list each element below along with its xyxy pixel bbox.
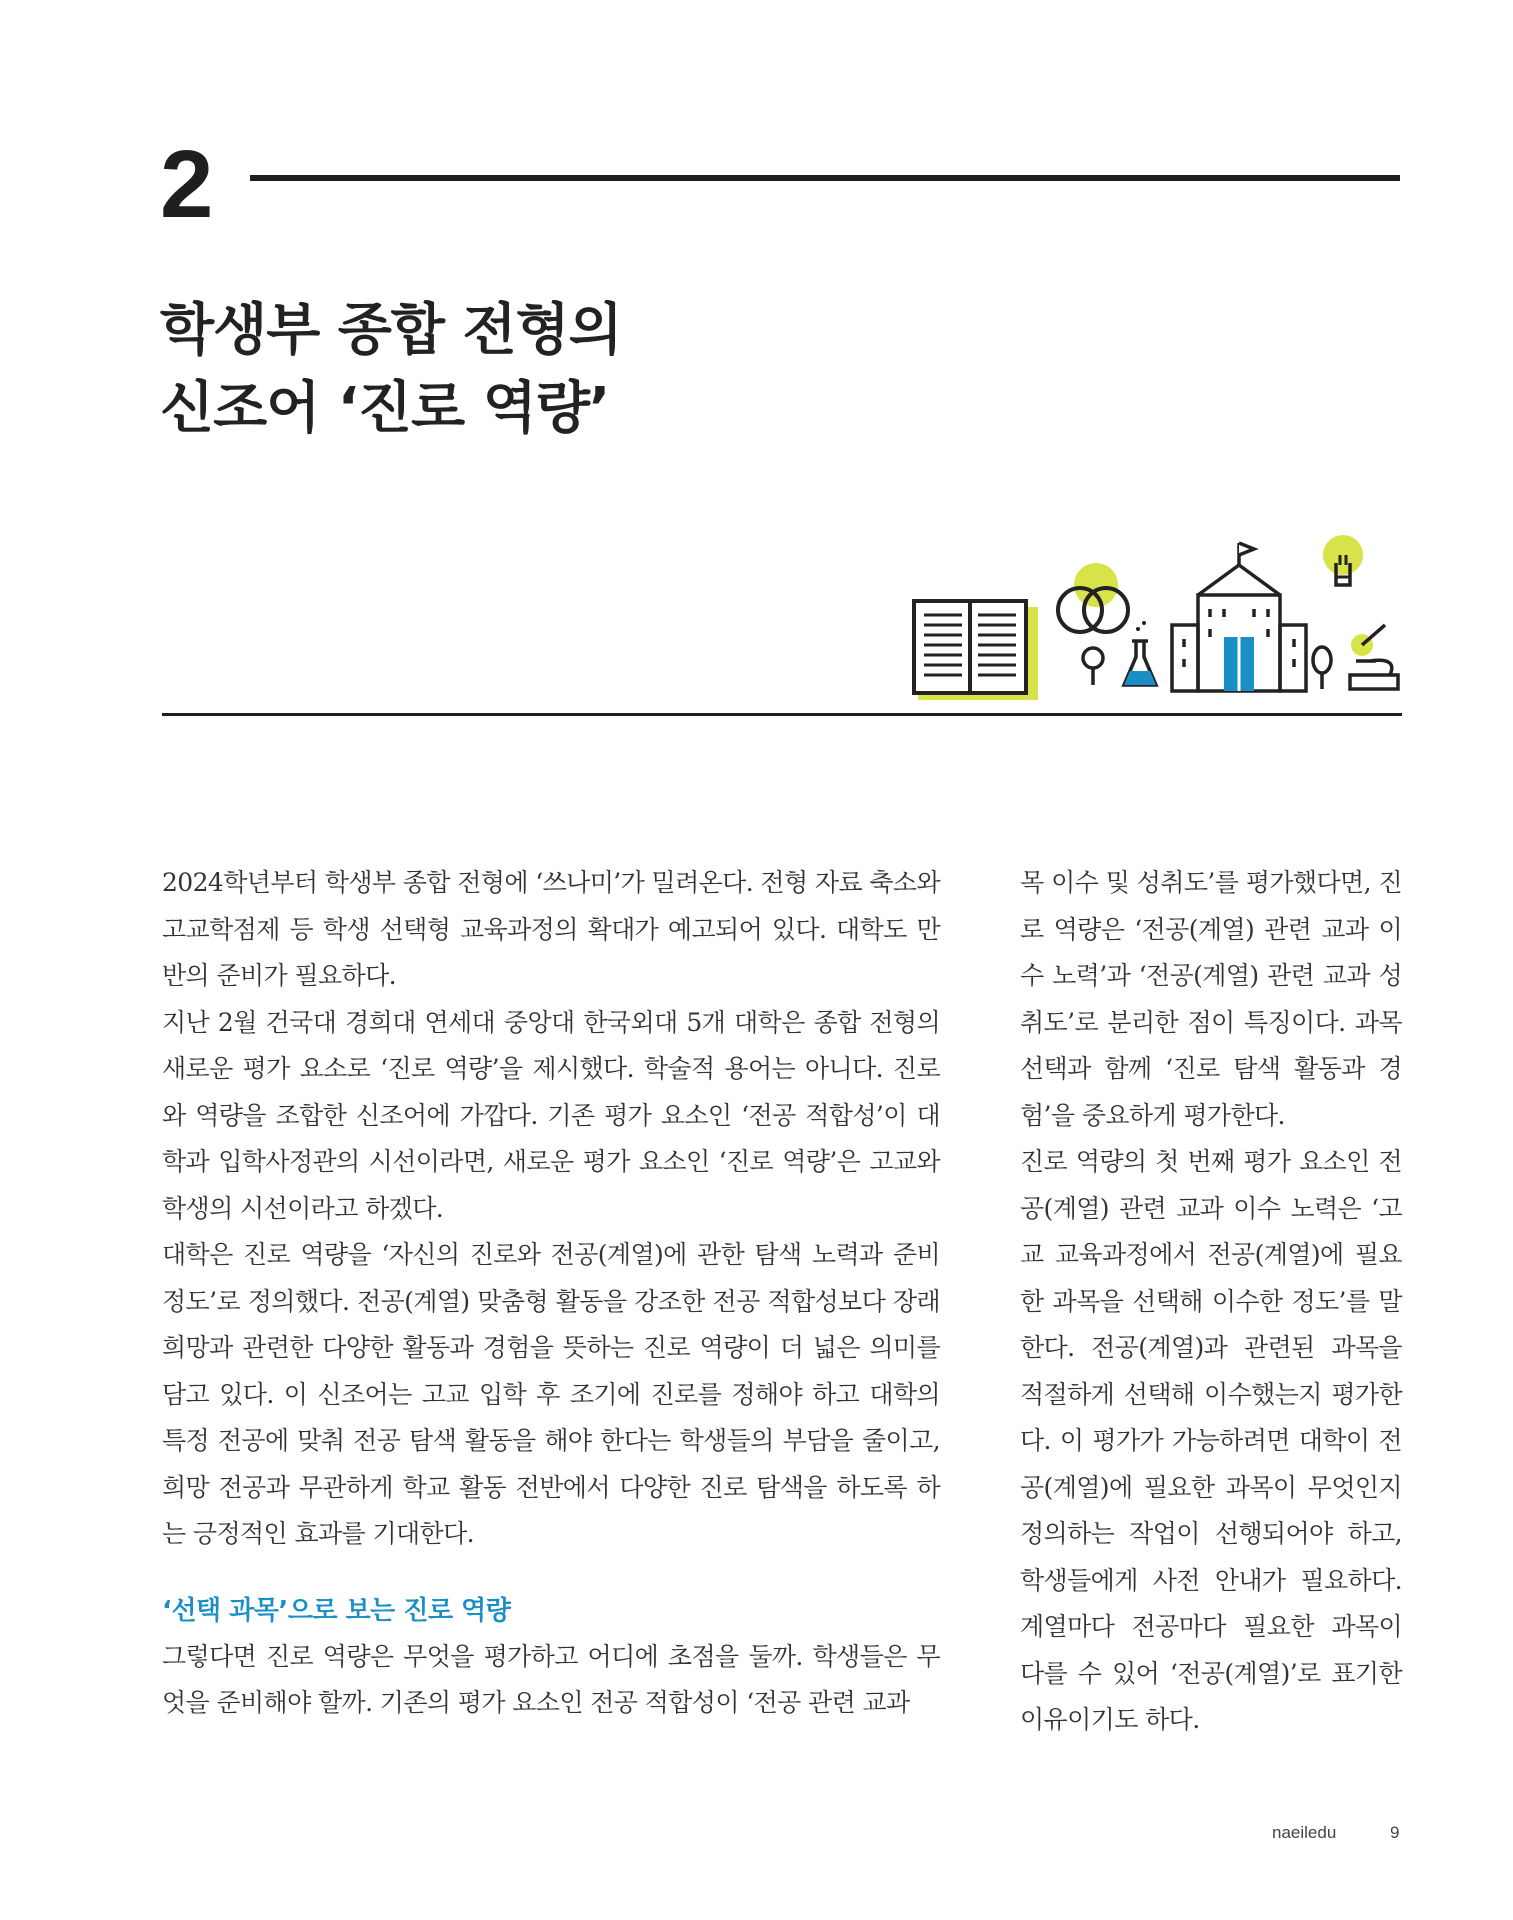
body-paragraph: 그렇다면 진로 역량은 무엇을 평가하고 어디에 초점을 둘까. 학생들은 무엇을 준비해야 할까. 기존의 평가 요소인 전공 적합성이 ‘전공 관련 교과	[162, 1641, 940, 1717]
footer-brand: naeiledu	[1272, 1823, 1337, 1842]
page-title-line-2: 신조어 ‘진로 역량’	[160, 376, 610, 441]
lightbulb-icon	[1323, 535, 1363, 585]
tree-icon	[1313, 647, 1331, 689]
body-paragraph: 진로 역량의 첫 번째 평가 요소인 전공(계열) 관련 교과 이수 노력은 ‘고교 교육과정에서 전공(계열)에 필요한 과목을 선택해 이수한 정도’를 말한다. 전공(계열)과 관련된 과목을 적절하게 선택해 이수했는지 평가한다. 이 평가가 가능하려면 대학이 전공(계열)에 필요한 과목이 무엇인지 정의하는 작업이 선행되어야 하고, 학생들에게 사전 안내가 필요하다. 계열마다 전공마다 필요한 과목이 다를 수 있어 ‘전공(계열)’로 표기한 이유이기도 하다.	[1020, 1147, 1402, 1734]
flask-icon	[1124, 621, 1156, 685]
venn-diagram-icon	[1058, 563, 1128, 632]
tree-icon	[1083, 648, 1103, 685]
page-number: 9	[1390, 1823, 1400, 1842]
body-paragraph: 지난 2월 건국대 경희대 연세대 중앙대 한국외대 5개 대학은 종합 전형의 새로운 평가 요소로 ‘진로 역량’을 제시했다. 학술적 용어는 아니다. 진로와 역량을 조합한 신조어에 가깝다. 기존 평가 요소인 ‘전공 적합성’이 대학과 입학사정관의 시선이라면, 새로운 평가 요소인 ‘진로 역량’은 고교와 학생의 시선이라고 하겠다.	[162, 1007, 940, 1223]
education-illustration	[910, 525, 1410, 700]
left-column	[162, 860, 940, 1727]
section-divider	[162, 713, 1402, 716]
section-subheading: ‘선택 과목’으로 보는 진로 역량	[162, 1595, 511, 1626]
body-paragraph: 2024학년부터 학생부 종합 전형에 ‘쓰나미’가 밀려온다. 전형 자료 축소와 고교학점제 등 학생 선택형 교육과정의 확대가 예고되어 있다. 대학도 만반의 준비가 필요하다.	[162, 868, 940, 990]
microscope-icon	[1350, 625, 1398, 689]
top-divider	[250, 175, 1400, 181]
body-paragraph: 대학은 진로 역량을 ‘자신의 진로와 전공(계열)에 관한 탐색 노력과 준비 정도’로 정의했다. 전공(계열) 맞춤형 활동을 강조한 전공 적합성보다 장래 희망과 관련한 다양한 활동과 경험을 뜻하는 진로 역량이 더 넓은 의미를 담고 있다. 이 신조어는 고교 입학 후 조기에 진로를 정해야 하고 대학의 특정 전공에 맞춰 전공 탐색 활동을 해야 한다는 학생들의 부담을 줄이고, 희망 전공과 무관하게 학교 활동 전반에서 다양한 진로 탐색을 하도록 하는 긍정적인 효과를 기대한다.	[162, 1240, 940, 1548]
chapter-number: 2	[160, 131, 214, 238]
body-paragraph: 목 이수 및 성취도’를 평가했다면, 진로 역량은 ‘전공(계열) 관련 교과 이수 노력’과 ‘전공(계열) 관련 교과 성취도’로 분리한 점이 특징이다. 과목 선택과 함께 ‘진로 탐색 활동과 경험’을 중요하게 평가한다.	[1020, 868, 1402, 1130]
right-column	[1020, 860, 1402, 1744]
open-book-icon	[914, 601, 1038, 700]
page-title-line-1: 학생부 종합 전형의	[160, 298, 622, 363]
page-title	[160, 292, 622, 448]
